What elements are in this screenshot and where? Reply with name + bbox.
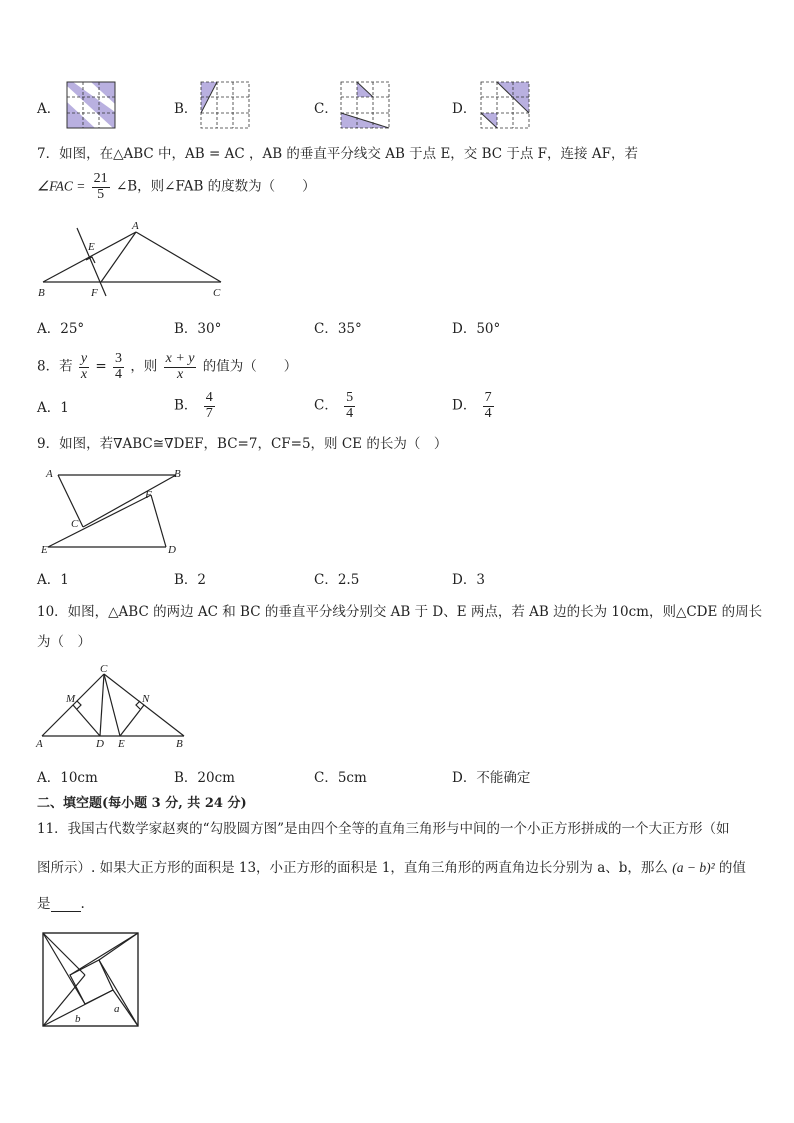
q11-label-a: a (114, 1003, 120, 1015)
q7-option-a: A．25° (37, 321, 85, 337)
q8-f2-num: 3 (115, 351, 123, 366)
q8-fraction-y-over-x (79, 352, 89, 382)
q8-suffix: 的值为（ ） (202, 358, 298, 375)
q8-f3-den: x (176, 366, 184, 382)
q8-prefix: 8．若 (37, 358, 73, 375)
q10-option-c: C．5cm (314, 770, 367, 786)
q7-label-e: E (88, 241, 95, 253)
q6-option-a-figure (67, 82, 117, 130)
q7-fraction (92, 172, 110, 202)
q6-option-c-label: C． (314, 101, 338, 117)
q10-label-c: C (100, 663, 108, 675)
q10-stem-line2: 为（ ） (37, 634, 91, 650)
q6-option-a-label: A． (37, 101, 61, 117)
q9-option-a: A．1 (37, 572, 69, 588)
q7-label-f: F (91, 287, 98, 299)
q7-label-b: B (38, 287, 45, 299)
q9-option-d: D．3 (452, 572, 485, 588)
q7-fraction-num: 21 (93, 171, 108, 186)
q9-label-c: C (71, 518, 79, 530)
q10-option-a: A．10cm (37, 770, 98, 786)
q7-stem-line2 (37, 172, 316, 202)
q8-fraction-3-4 (113, 352, 124, 382)
q6-option-d-figure (481, 82, 531, 130)
q7-stem-line1: 7．如图，在△ABC 中，AB = AC ，AB 的垂直平分线交 AB 于点 E，交 BC 于点 F，连接 AF，若 (37, 146, 638, 162)
q8-option-d (452, 391, 496, 421)
q10-label-a: A (36, 738, 43, 750)
q8-option-c-num: 5 (346, 390, 354, 405)
q11-line3-text: 是 (37, 896, 51, 912)
q9-option-c: C．2.5 (314, 572, 360, 588)
q6-option-b-label: B． (174, 101, 198, 117)
q8-mid: ，则 (130, 358, 158, 375)
section-heading: 二、填空题(每小题 3 分, 共 24 分) (37, 796, 247, 811)
q11-stem-line2 (37, 861, 746, 876)
q11-figure (42, 932, 140, 1028)
q8-option-a: A．1 (37, 400, 69, 416)
q10-label-n: N (142, 693, 150, 705)
q8-option-b-label: B． (174, 397, 198, 414)
q8-f2-den: 4 (115, 366, 123, 382)
q9-label-a: A (46, 468, 53, 480)
q8-option-c (314, 391, 357, 421)
q7-option-b: B．30° (174, 321, 222, 337)
q9-label-f: F (145, 489, 152, 501)
q6-option-d-label: D． (452, 101, 477, 117)
q9-stem: 9．如图，若∇ABC≅∇DEF，BC=7，CF=5，则 CE 的长为（ ） (37, 436, 448, 452)
q7-angle-prefix: ∠FAC = (37, 178, 86, 194)
q8-option-b-num: 4 (205, 390, 213, 405)
q8-option-b (174, 391, 217, 421)
q8-option-d-label: D． (452, 397, 477, 414)
q9-figure (38, 465, 188, 555)
q10-stem-line1: 10．如图，△ABC 的两边 AC 和 BC 的垂直平分线分别交 AB 于 D、E 两点，若 AB 边的长为 10cm，则△CDE 的周长 (37, 604, 763, 620)
q10-option-d: D．不能确定 (452, 770, 531, 786)
q8-option-c-den: 4 (346, 405, 354, 421)
q8-fraction-xy-over-x (164, 352, 197, 382)
q8-f3-num: x + y (165, 351, 195, 366)
q10-label-m: M (66, 693, 76, 705)
q8-option-d-fraction (483, 391, 494, 421)
q8-option-d-num: 7 (484, 390, 492, 405)
q7-label-a: A (132, 220, 139, 232)
q6-option-b-figure (201, 82, 251, 130)
q9-label-b: B (174, 468, 181, 480)
q11-stem-line1: 11．我国古代数学家赵爽的“勾股圆方图”是由四个全等的直角三角形与中间的一个小正方形拼成的一个大正方形（如 (37, 821, 730, 837)
q7-option-c: C．35° (314, 321, 362, 337)
q11-line2-text: 图所示）. 如果大正方形的面积是 13，小正方形的面积是 1，直角三角形的两直角边长分别为 a、b，那么 (37, 860, 668, 876)
q8-f1-num: y (80, 351, 88, 366)
q8-f1-den: x (80, 366, 88, 382)
q7-label-c: C (213, 287, 221, 299)
q8-option-c-fraction (344, 391, 355, 421)
q10-label-b: B (176, 738, 183, 750)
q8-option-d-den: 4 (484, 405, 492, 421)
q10-label-e: E (118, 738, 125, 750)
q7-option-d: D．50° (452, 321, 501, 337)
q10-figure (36, 664, 191, 752)
q8-option-c-label: C． (314, 397, 338, 414)
q11-line2-end: 的值 (718, 860, 746, 876)
q11-answer-blank[interactable] (51, 899, 81, 912)
q10-option-b: B．20cm (174, 770, 235, 786)
q9-option-b: B．2 (174, 572, 207, 588)
q11-expression: (a − b)² (672, 860, 715, 875)
q11-line3-end: . (80, 896, 85, 912)
q7-angle-suffix: ∠B，则∠FAB 的度数为（ ） (115, 178, 316, 195)
q11-stem-line3 (37, 898, 85, 912)
q8-option-b-fraction (204, 391, 215, 421)
q7-fraction-den: 5 (97, 186, 105, 202)
q7-figure (30, 218, 230, 300)
q9-label-d: D (168, 544, 176, 556)
q9-label-e: E (41, 544, 48, 556)
q10-label-d: D (96, 738, 104, 750)
q8-equals: = (95, 358, 107, 375)
q6-option-c-figure (341, 82, 391, 130)
q8-stem (37, 352, 297, 382)
q8-option-b-den: 7 (205, 405, 213, 421)
q11-label-b: b (75, 1013, 81, 1025)
